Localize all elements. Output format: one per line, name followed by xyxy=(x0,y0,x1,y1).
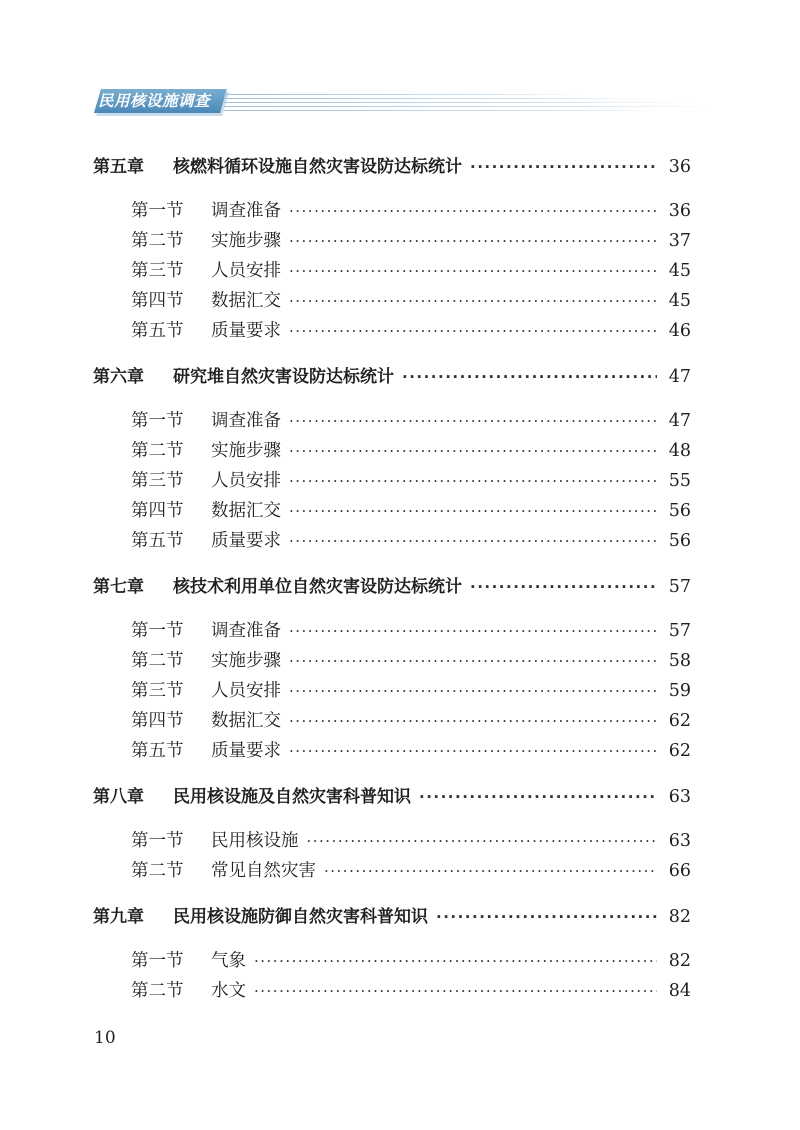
page-reference: 84 xyxy=(668,981,691,1001)
leader-dots xyxy=(289,256,657,286)
toc-section-entry[interactable] xyxy=(93,676,691,706)
toc-section-entry[interactable] xyxy=(93,826,691,856)
page-reference: 45 xyxy=(668,291,691,311)
section-number: 第一节 xyxy=(131,831,184,851)
leader-dots xyxy=(419,782,657,812)
leader-dots xyxy=(289,496,657,526)
header-title: 民用核设施调查 xyxy=(98,92,211,110)
leader-dots xyxy=(307,826,658,856)
section-number: 第四节 xyxy=(131,711,184,731)
section-title: 实施步骤 xyxy=(211,231,281,251)
leader-dots xyxy=(289,616,657,646)
toc-section-entry[interactable] xyxy=(93,706,691,736)
section-title: 人员安排 xyxy=(211,471,281,491)
section-title: 调查准备 xyxy=(211,201,281,221)
page-reference: 47 xyxy=(668,367,691,387)
toc-section-entry[interactable] xyxy=(93,256,691,286)
section-number: 第一节 xyxy=(131,951,184,971)
section-title: 调查准备 xyxy=(211,621,281,641)
toc-chapter-entry[interactable] xyxy=(93,152,691,182)
page-reference: 36 xyxy=(668,201,691,221)
section-number: 第二节 xyxy=(131,651,184,671)
toc-section-entry[interactable] xyxy=(93,646,691,676)
page-reference: 62 xyxy=(668,711,691,731)
toc-section-entry[interactable] xyxy=(93,496,691,526)
page-reference: 57 xyxy=(668,577,691,597)
page-reference: 58 xyxy=(668,651,691,671)
page-reference: 56 xyxy=(668,531,691,551)
chapter-title: 民用核设施防御自然灾害科普知识 xyxy=(173,907,428,927)
section-number: 第一节 xyxy=(131,621,184,641)
section-title: 常见自然灾害 xyxy=(211,861,316,881)
leader-dots xyxy=(289,196,657,226)
section-title: 人员安排 xyxy=(211,681,281,701)
section-number: 第二节 xyxy=(131,441,184,461)
section-title: 民用核设施 xyxy=(211,831,299,851)
toc-section-entry[interactable] xyxy=(93,406,691,436)
page-reference: 82 xyxy=(668,907,691,927)
toc-section-entry[interactable] xyxy=(93,286,691,316)
section-number: 第三节 xyxy=(131,261,184,281)
chapter-number: 第七章 xyxy=(93,577,144,597)
chapter-number: 第六章 xyxy=(93,367,144,387)
toc-chapter-entry[interactable] xyxy=(93,782,691,812)
leader-dots xyxy=(289,436,657,466)
section-number: 第二节 xyxy=(131,861,184,881)
section-number: 第五节 xyxy=(131,741,184,761)
toc-section-entry[interactable] xyxy=(93,946,691,976)
page-number: 10 xyxy=(94,1028,116,1048)
leader-dots xyxy=(470,572,657,602)
chapter-number: 第五章 xyxy=(93,157,144,177)
toc-chapter-entry[interactable] xyxy=(93,902,691,932)
section-number: 第二节 xyxy=(131,981,184,1001)
section-number: 第三节 xyxy=(131,681,184,701)
chapter-number: 第九章 xyxy=(93,907,144,927)
page-reference: 56 xyxy=(668,501,691,521)
section-number: 第四节 xyxy=(131,291,184,311)
table-of-contents xyxy=(93,150,691,1006)
leader-dots xyxy=(289,676,657,706)
running-header xyxy=(94,89,714,113)
section-number: 第二节 xyxy=(131,231,184,251)
section-number: 第一节 xyxy=(131,201,184,221)
leader-dots xyxy=(402,362,657,392)
leader-dots xyxy=(324,856,657,886)
page-reference: 62 xyxy=(668,741,691,761)
leader-dots xyxy=(289,226,657,256)
page-reference: 48 xyxy=(668,441,691,461)
page-reference: 63 xyxy=(668,787,691,807)
toc-section-entry[interactable] xyxy=(93,226,691,256)
leader-dots xyxy=(289,736,657,766)
toc-chapter-entry[interactable] xyxy=(93,362,691,392)
section-title: 质量要求 xyxy=(211,321,281,341)
toc-section-entry[interactable] xyxy=(93,616,691,646)
toc-chapter-entry[interactable] xyxy=(93,572,691,602)
page-reference: 57 xyxy=(668,621,691,641)
leader-dots xyxy=(254,976,657,1006)
section-title: 调查准备 xyxy=(211,411,281,431)
page-reference: 47 xyxy=(668,411,691,431)
page-reference: 36 xyxy=(668,157,691,177)
leader-dots xyxy=(289,406,657,436)
chapter-number: 第八章 xyxy=(93,787,144,807)
toc-section-entry[interactable] xyxy=(93,976,691,1006)
section-title: 实施步骤 xyxy=(211,651,281,671)
chapter-title: 核燃料循环设施自然灾害设防达标统计 xyxy=(173,157,462,177)
section-number: 第三节 xyxy=(131,471,184,491)
page-reference: 45 xyxy=(668,261,691,281)
toc-section-entry[interactable] xyxy=(93,196,691,226)
chapter-title: 研究堆自然灾害设防达标统计 xyxy=(173,367,394,387)
toc-section-entry[interactable] xyxy=(93,736,691,766)
page-reference: 37 xyxy=(668,231,691,251)
section-title: 数据汇交 xyxy=(211,711,281,731)
section-title: 质量要求 xyxy=(211,741,281,761)
section-title: 人员安排 xyxy=(211,261,281,281)
toc-section-entry[interactable] xyxy=(93,856,691,886)
leader-dots xyxy=(470,152,657,182)
page-reference: 63 xyxy=(668,831,691,851)
toc-section-entry[interactable] xyxy=(93,466,691,496)
chapter-title: 民用核设施及自然灾害科普知识 xyxy=(173,787,411,807)
header-decorative-lines xyxy=(224,91,714,113)
section-title: 水文 xyxy=(211,981,246,1001)
section-number: 第四节 xyxy=(131,501,184,521)
page-reference: 59 xyxy=(668,681,691,701)
leader-dots xyxy=(289,316,657,346)
page-reference: 46 xyxy=(668,321,691,341)
toc-section-entry[interactable] xyxy=(93,436,691,466)
leader-dots xyxy=(254,946,657,976)
section-title: 气象 xyxy=(211,951,246,971)
page-reference: 66 xyxy=(668,861,691,881)
leader-dots xyxy=(436,902,657,932)
toc-section-entry[interactable] xyxy=(93,526,691,556)
section-number: 第五节 xyxy=(131,321,184,341)
chapter-title: 核技术利用单位自然灾害设防达标统计 xyxy=(173,577,462,597)
leader-dots xyxy=(289,706,657,736)
page-reference: 82 xyxy=(668,951,691,971)
section-number: 第五节 xyxy=(131,531,184,551)
leader-dots xyxy=(289,526,657,556)
leader-dots xyxy=(289,286,657,316)
toc-section-entry[interactable] xyxy=(93,316,691,346)
section-number: 第一节 xyxy=(131,411,184,431)
section-title: 数据汇交 xyxy=(211,501,281,521)
leader-dots xyxy=(289,646,657,676)
section-title: 实施步骤 xyxy=(211,441,281,461)
section-title: 数据汇交 xyxy=(211,291,281,311)
leader-dots xyxy=(289,466,657,496)
section-title: 质量要求 xyxy=(211,531,281,551)
page-reference: 55 xyxy=(668,471,691,491)
